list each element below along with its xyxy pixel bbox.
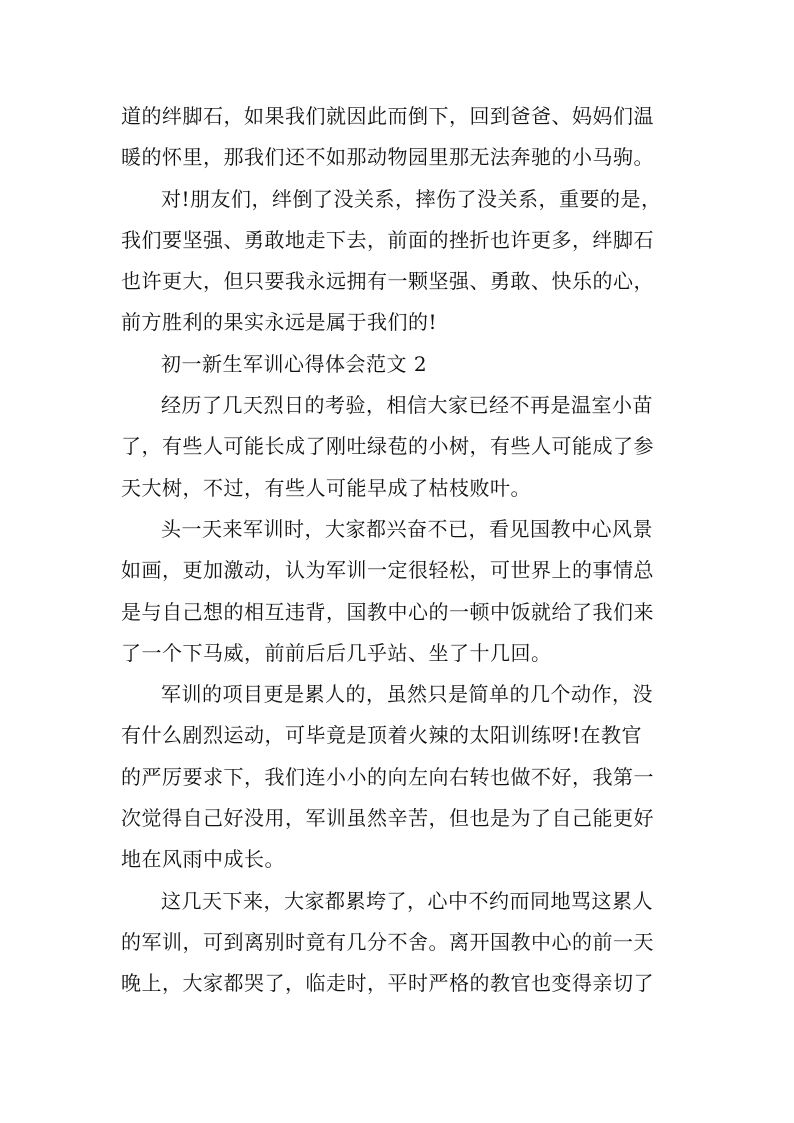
- paragraph: [121, 674, 687, 880]
- text-line: 头一天来军训时，大家都兴奋不已，看见国教中心风景: [161, 516, 653, 541]
- paragraph: [121, 385, 687, 509]
- text-line: 了，有些人可能长成了刚吐绿苞的小树，有些人可能成了参: [121, 434, 654, 459]
- paragraph: [121, 881, 687, 1005]
- text-line: 有什么剧烈运动，可毕竟是顶着火辣的太阳训练呀!在教官: [121, 723, 643, 748]
- text-line: 是与自己想的相互违背，国教中心的一顿中饭就给了我们来: [121, 599, 654, 624]
- text-line: 这几天下来，大家都累垮了，心中不约而同地骂这累人: [161, 888, 653, 913]
- text-line: 经历了几天烈日的考验，相信大家已经不再是温室小苗: [161, 393, 653, 418]
- section-heading: [121, 344, 687, 385]
- text-line: 暖的怀里，那我们还不如那动物园里那无法奔驰的小马驹。: [121, 145, 654, 170]
- paragraph: [121, 179, 687, 344]
- text-line: 的军训，可到离别时竟有几分不舍。离开国教中心的前一天: [121, 929, 654, 954]
- text-line: 如画，更加激动，认为军训一定很轻松，可世界上的事情总: [121, 558, 654, 583]
- text-line: 前方胜利的果实永远是属于我们的!: [121, 310, 438, 335]
- body-text: [121, 96, 687, 1005]
- text-line: 也许更大，但只要我永远拥有一颗坚强、勇敢、快乐的心，: [121, 269, 654, 294]
- paragraph: [121, 509, 687, 674]
- text-line: 我们要坚强、勇敢地走下去，前面的挫折也许更多，绊脚石: [121, 227, 654, 252]
- text-line: 的严厉要求下，我们连小小的向左向右转也做不好，我第一: [121, 764, 654, 789]
- text-line: 了一个下马威，前前后后几乎站、坐了十几回。: [121, 640, 552, 665]
- section-heading-text: 初一新生军训心得体会范文 2: [161, 351, 428, 376]
- text-line: 地在风雨中成长。: [121, 847, 285, 872]
- text-line: 军训的项目更是累人的，虽然只是简单的几个动作，没: [161, 682, 653, 707]
- text-line: 次觉得自己好没用，军训虽然辛苦，但也是为了自己能更好: [121, 806, 654, 831]
- text-line: 天大树，不过，有些人可能早成了枯枝败叶。: [121, 475, 531, 500]
- text-line: 道的绊脚石，如果我们就因此而倒下，回到爸爸、妈妈们温: [121, 104, 654, 128]
- text-line: 对!朋友们，绊倒了没关系，摔伤了没关系，重要的是，: [161, 186, 662, 211]
- text-line: 晚上，大家都哭了，临走时，平时严格的教官也变得亲切了: [121, 971, 654, 996]
- paragraph-continuation: [121, 96, 687, 179]
